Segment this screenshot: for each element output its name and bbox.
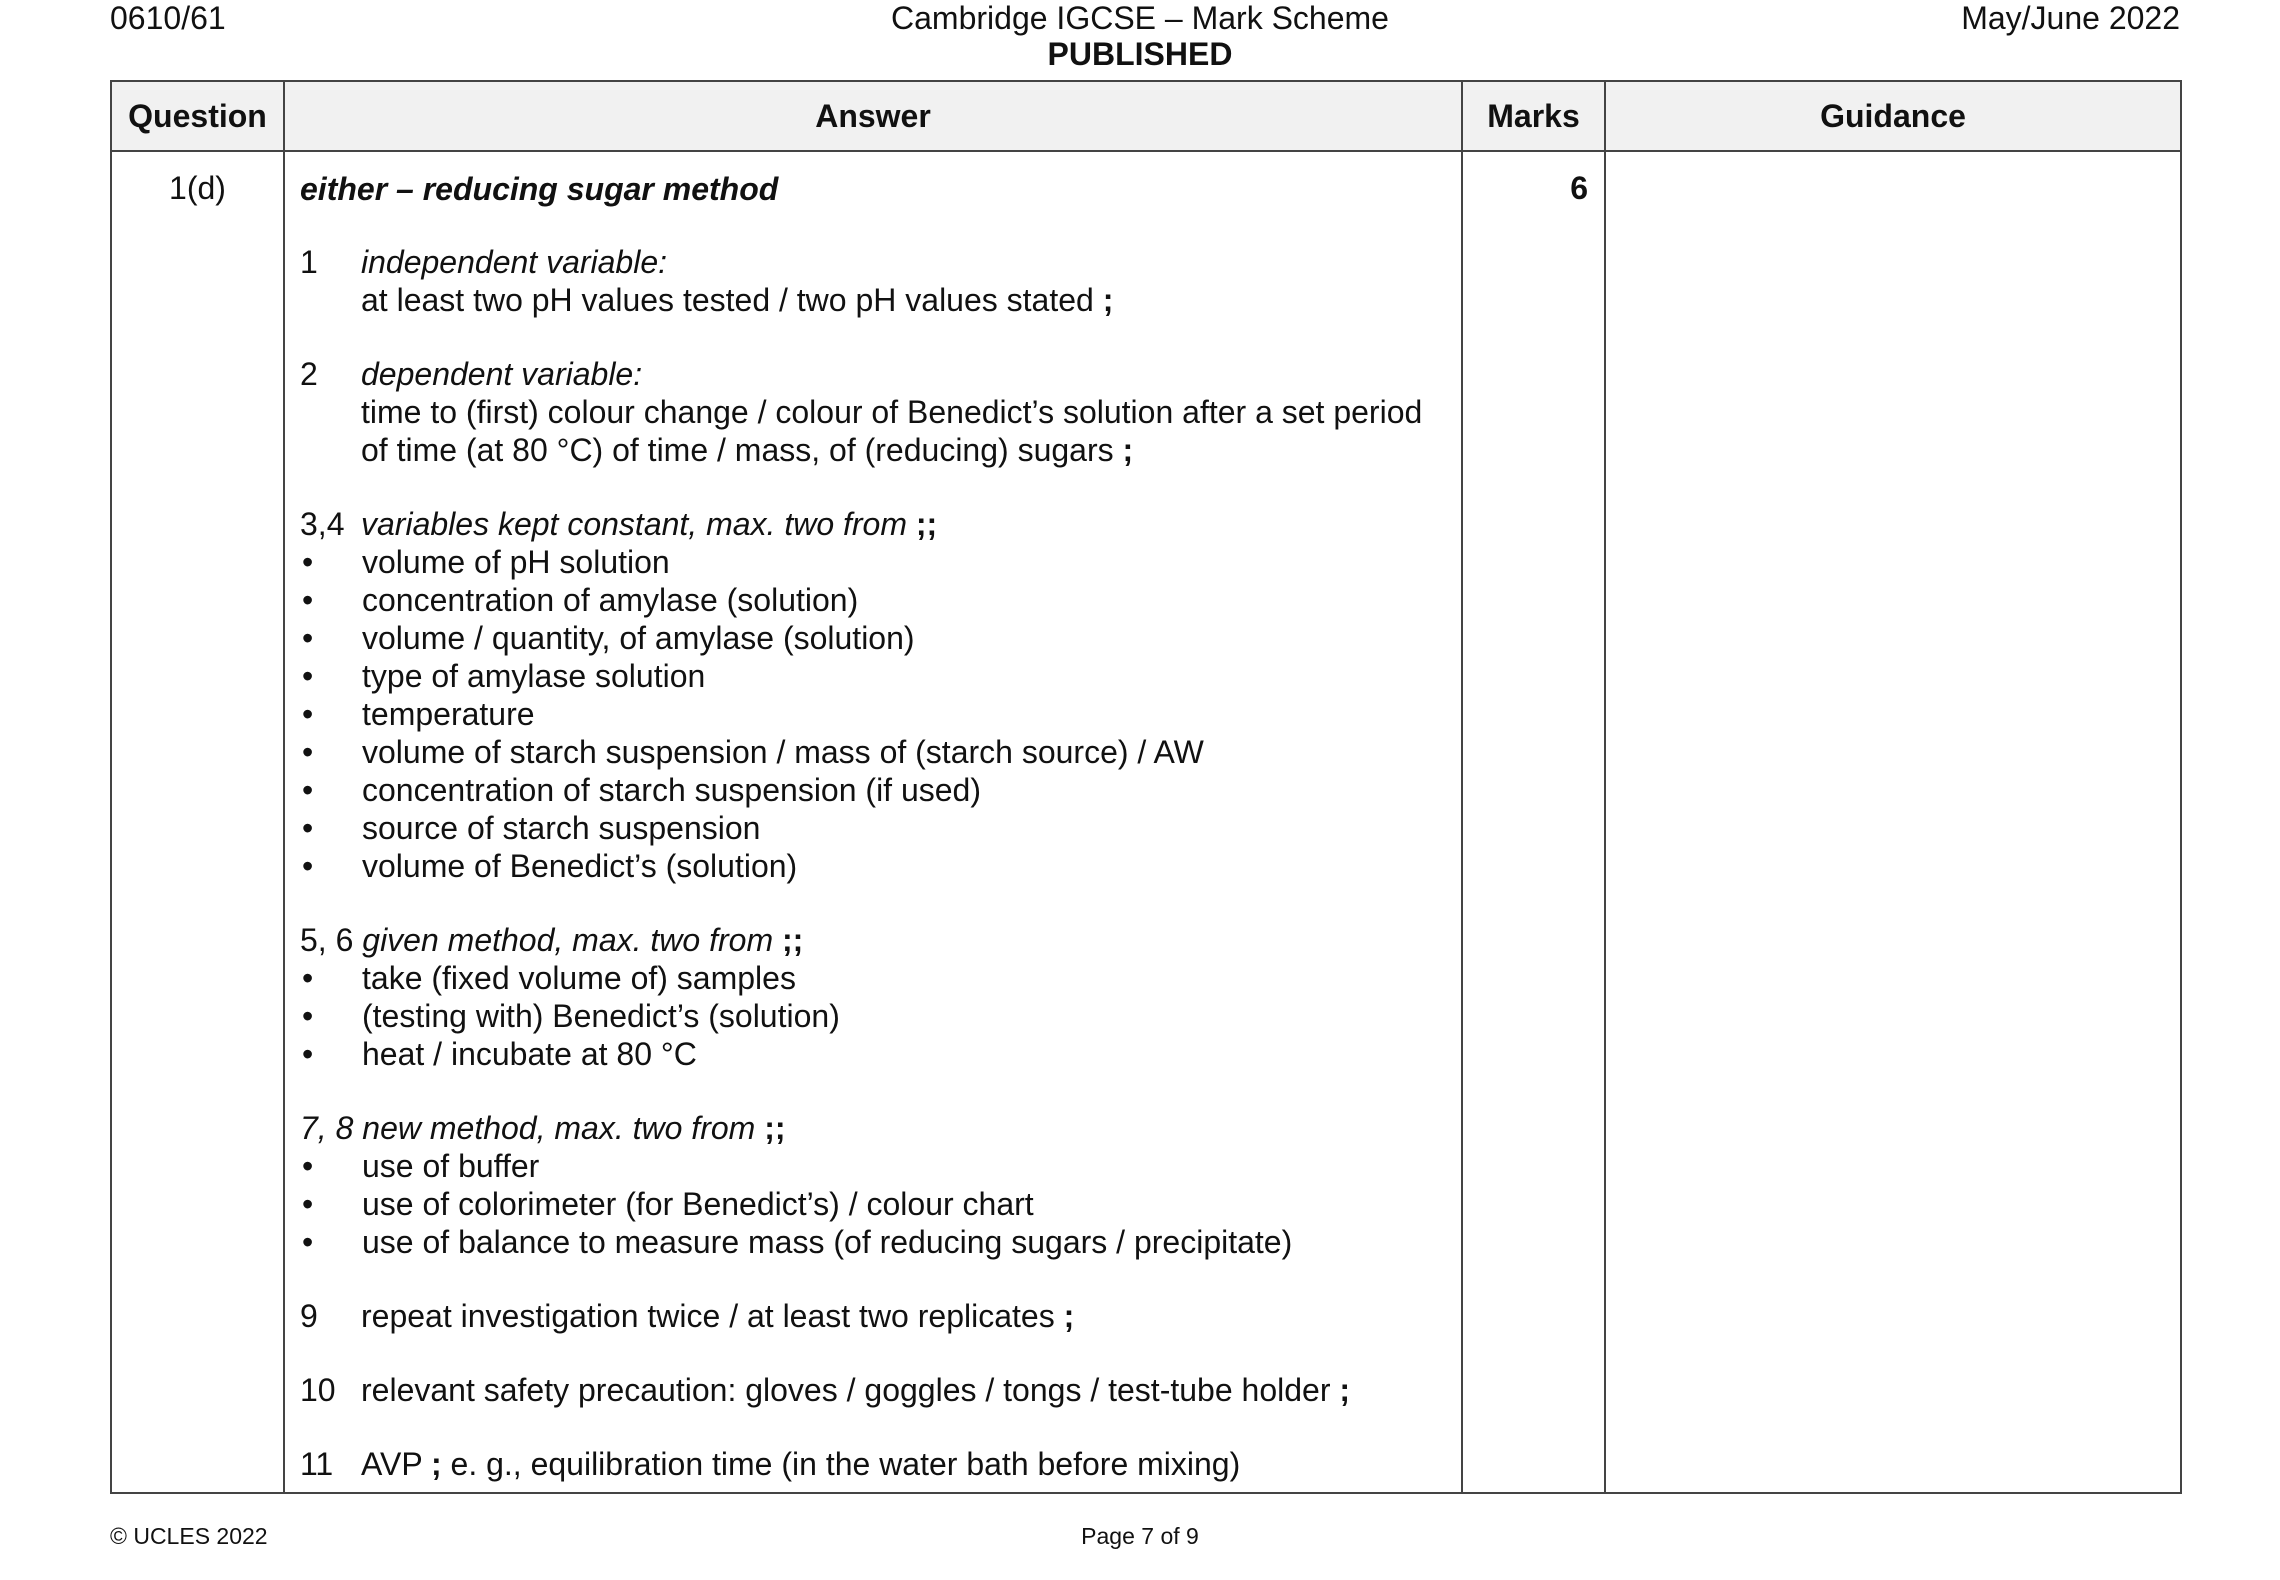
point-1 — [300, 243, 1445, 319]
list-item: • temperature — [302, 696, 535, 732]
exam-session: May/June 2022 — [1961, 0, 2180, 36]
point-10 — [300, 1371, 1445, 1409]
point-text: relevant safety precaution: gloves / goggles / tongs / test-tube holder — [361, 1372, 1331, 1408]
list-item: • volume of Benedict’s (solution) — [302, 848, 798, 884]
column-header-guidance: Guidance — [1605, 81, 2181, 151]
paper-code: 0610/61 — [110, 0, 226, 36]
point-number: 2 — [300, 356, 318, 392]
list-item: • type of amylase solution — [302, 658, 706, 694]
point-heading: dependent variable: — [361, 356, 643, 392]
list-item: • source of starch suspension — [302, 810, 761, 846]
point-number: 11 — [300, 1446, 334, 1482]
document-title — [0, 0, 2280, 72]
list-item: • volume of starch suspension / mass of (starch source) / AW — [302, 734, 1204, 770]
list-item: • use of colorimeter (for Benedict’s) / colour chart — [302, 1186, 1034, 1222]
point-lead: AVP — [361, 1446, 423, 1482]
marks-value: 6 — [1462, 151, 1605, 1493]
mark-scheme-table — [110, 80, 2182, 1494]
point-2 — [300, 355, 1445, 469]
list-item: • concentration of amylase (solution) — [302, 582, 859, 618]
answer-title: either – reducing sugar method — [300, 171, 779, 207]
point-number: 9 — [300, 1298, 318, 1334]
list-item: • use of balance to measure mass (of reducing sugars / precipitate) — [302, 1224, 1293, 1260]
table-row — [111, 151, 2181, 1493]
published-label: PUBLISHED — [1047, 36, 1233, 72]
point-heading: independent variable: — [361, 244, 668, 280]
point-text: e. g., equilibration time (in the water bath before mixing) — [450, 1446, 1241, 1482]
guidance-cell — [1605, 151, 2181, 1493]
point-number: 1 — [300, 244, 318, 280]
point-3-4 — [300, 505, 1445, 885]
copyright: © UCLES 2022 — [110, 1523, 268, 1549]
point-heading: 7, 8 new method, max. two from — [300, 1110, 756, 1146]
point-heading: variables kept constant, max. two from — [361, 506, 907, 542]
point-11 — [300, 1445, 1445, 1483]
point-text: at least two pH values tested / two pH values stated — [361, 282, 1094, 318]
point-heading: given method, max. two from — [362, 922, 774, 958]
column-header-question: Question — [111, 81, 284, 151]
page-number: Page 7 of 9 — [1081, 1523, 1199, 1549]
column-header-answer: Answer — [284, 81, 1462, 151]
mark-symbol: ; — [1063, 1298, 1075, 1334]
column-header-marks: Marks — [1462, 81, 1605, 151]
point-text: repeat investigation twice / at least two replicates — [361, 1298, 1055, 1334]
list-item: • (testing with) Benedict’s (solution) — [302, 998, 840, 1034]
question-number: 1(d) — [111, 151, 284, 1493]
list-item: • use of buffer — [302, 1148, 540, 1184]
list-item: • heat / incubate at 80 °C — [302, 1036, 697, 1072]
list-item: • volume of pH solution — [302, 544, 670, 580]
point-number: 5, 6 — [300, 922, 354, 958]
mark-symbol: ;; — [915, 506, 938, 542]
mark-scheme-title: Cambridge IGCSE – Mark Scheme — [891, 0, 1389, 36]
answer-cell — [284, 151, 1462, 1493]
point-number: 3,4 — [300, 506, 345, 542]
mark-symbol: ;; — [764, 1110, 786, 1146]
mark-symbol: ;; — [781, 922, 804, 958]
point-text-line-2: of time (at 80 °C) of time / mass, of (reducing) sugars — [361, 432, 1114, 468]
point-5-6 — [300, 921, 1445, 1073]
constant-variables-list — [300, 543, 1445, 885]
mark-symbol: ; — [1339, 1372, 1351, 1408]
list-item: • take (fixed volume of) samples — [302, 960, 796, 996]
point-9 — [300, 1297, 1445, 1335]
list-item: • concentration of starch suspension (if used) — [302, 772, 981, 808]
mark-symbol: ; — [430, 1446, 442, 1482]
point-number: 10 — [300, 1372, 336, 1408]
table-header-row — [111, 81, 2181, 151]
given-method-list — [300, 959, 1445, 1073]
mark-symbol: ; — [1102, 282, 1114, 318]
point-7-8 — [300, 1109, 1445, 1261]
point-text-line-1: time to (first) colour change / colour of Benedict’s solution after a set period — [361, 394, 1423, 430]
list-item: • volume / quantity, of amylase (solution) — [302, 620, 915, 656]
mark-symbol: ; — [1122, 432, 1134, 468]
new-method-list — [300, 1147, 1445, 1261]
